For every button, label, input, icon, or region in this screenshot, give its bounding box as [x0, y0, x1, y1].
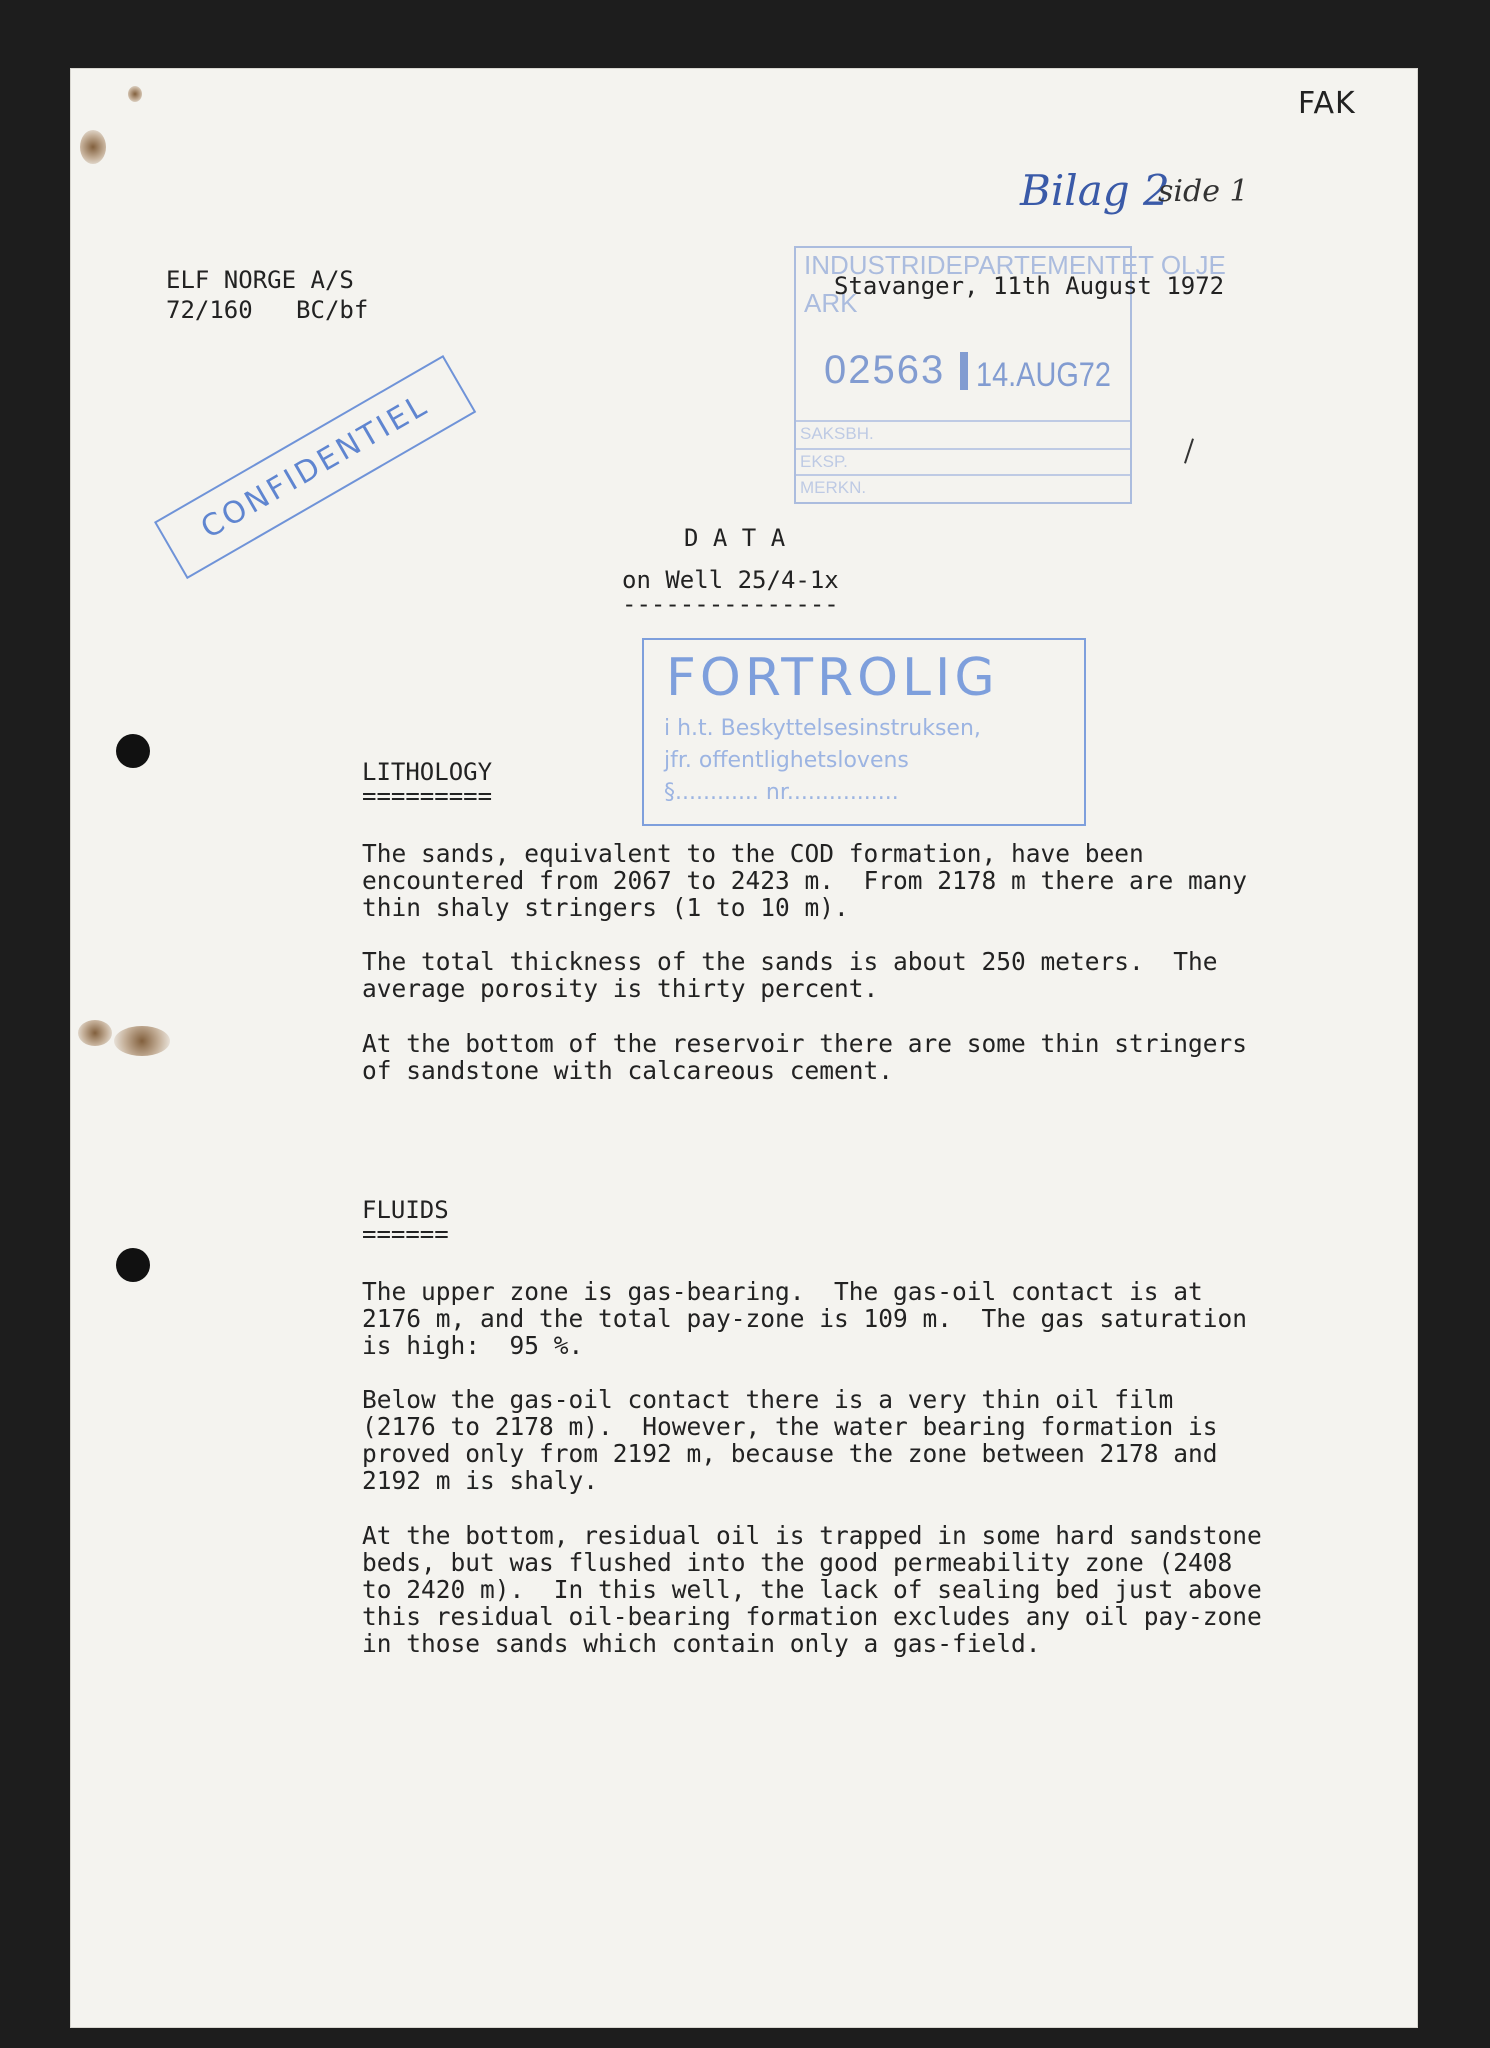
archive-stamp-row-label: EKSP. — [800, 452, 848, 471]
document-title: D A T A — [684, 524, 786, 552]
fortrolig-line-3: §............ nr................ — [664, 780, 899, 805]
handwritten-bilag: Bilag 2 — [1020, 166, 1170, 215]
confidential-stamp: CONFIDENTIEL — [154, 355, 476, 579]
fortrolig-title: FORTROLIG — [666, 648, 999, 708]
lithology-rule: ========= — [362, 782, 493, 810]
archive-stamp-date: 14.AUG72 — [976, 356, 1111, 394]
reference-number: 72/160 BC/bf — [166, 296, 369, 324]
archive-stamp-row — [796, 420, 1130, 422]
pen-tick — [1184, 438, 1194, 463]
archive-stamp-row-label: MERKN. — [800, 478, 867, 497]
lithology-heading: LITHOLOGY — [362, 758, 493, 786]
archive-stamp-row-label: SAKSBH. — [800, 424, 874, 443]
archive-stamp-sub: ARK — [804, 288, 858, 318]
rust-stain — [128, 86, 142, 102]
archive-stamp-top: INDUSTRIDEPARTEMENTET OLJE — [804, 250, 1226, 280]
lithology-paragraph: The total thickness of the sands is about 250 meters. The average porosity is thirty percent. — [362, 947, 1218, 1003]
fluids-paragraph: The upper zone is gas-bearing. The gas-oil contact is at 2176 m, and the total pay-zone is 109 m. The gas saturation is high: 95 %. — [362, 1277, 1248, 1360]
rust-stain — [114, 1026, 170, 1056]
title-underline: --------------- — [622, 590, 839, 618]
lithology-paragraph: At the bottom of the reservoir there are some thin stringers of sandstone with calcareous cement. — [362, 1029, 1248, 1085]
rust-stain — [80, 130, 106, 164]
lithology-paragraph: The sands, equivalent to the COD formation, have been encountered from 2067 to 2423 m. From 2178 m there are many thin shaly stringers (1 to 10 m). — [362, 839, 1248, 922]
punch-hole-bottom — [116, 1248, 150, 1282]
archive-stamp-row — [796, 448, 1130, 450]
fluids-paragraph: Below the gas-oil contact there is a very thin oil film (2176 to 2178 m). However, the water bearing formation is proved only from 2192 m, because the zone between 2178 and 2192 m is shaly. — [362, 1385, 1218, 1495]
handwritten-side: side 1 — [1158, 174, 1249, 209]
fluids-rule: ====== — [362, 1220, 449, 1248]
handwritten-corner-note: FAK — [1298, 86, 1356, 121]
archive-stamp-divider — [960, 352, 968, 390]
archive-stamp-number: 02563 — [824, 348, 946, 392]
document-subtitle: on Well 25/4-1x — [622, 566, 839, 594]
company-name: ELF NORGE A/S — [166, 266, 354, 294]
letter-date: Stavanger, 11th August 1972 — [834, 272, 1225, 300]
document-page — [70, 68, 1418, 2028]
fortrolig-line-2: jfr. offentlighetslovens — [664, 748, 909, 773]
punch-hole-top — [116, 734, 150, 768]
fortrolig-line-1: i h.t. Beskyttelsesinstruksen, — [664, 716, 981, 741]
archive-stamp-row — [796, 474, 1130, 476]
rust-stain — [78, 1020, 112, 1046]
fluids-heading: FLUIDS — [362, 1196, 449, 1224]
fluids-paragraph: At the bottom, residual oil is trapped in some hard sandstone beds, but was flushed into the good permeability zone (2408 to 2420 m). In this well, the lack of sealing bed just above this residual oil-bearing formation excludes any oil pay-zone in those sands which contain only a gas-field. — [362, 1521, 1262, 1658]
fortrolig-stamp — [642, 638, 1086, 826]
